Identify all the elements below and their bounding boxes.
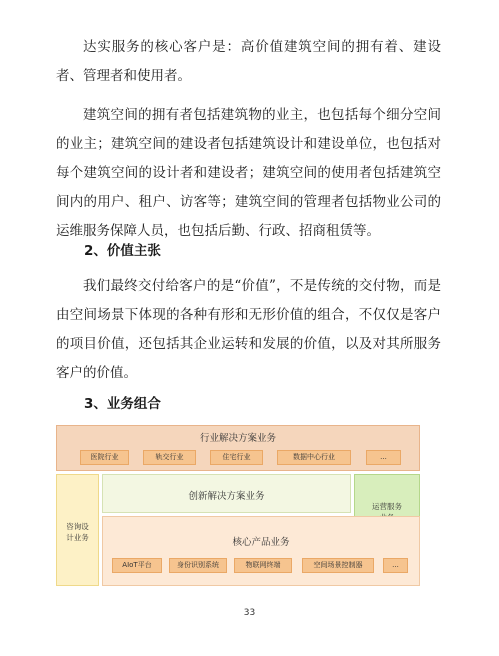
paragraph-value-proposition: 我们最终交付给客户的是“价值”，不是传统的交付物，而是由空间场景下体现的各种有形和无形价值的组合，不仅仅是客户的项目价值，还包括其企业运转和发展的价值，以及对其所服务客户的价值。: [56, 278, 441, 381]
industry-chip-datacenter: 数据中心行业: [277, 450, 351, 465]
consulting-design-label: 咨询设计业务: [66, 522, 89, 542]
core-chip-space-controller: 空间场景控制器: [302, 558, 374, 573]
heading-business-portfolio: 3、业务组合: [84, 396, 161, 412]
industry-solutions-title: 行业解决方案业务: [199, 433, 276, 444]
core-chip-aiot: AIoT平台: [112, 558, 162, 573]
industry-chip-hospital: 医院行业: [80, 450, 129, 465]
core-chip-identity: 身份识别系统: [169, 558, 227, 573]
industry-chip-more: ...: [366, 450, 401, 465]
core-chip-iot-terminal: 物联网终端: [234, 558, 292, 573]
core-products-title: 核心产品业务: [232, 537, 290, 548]
innovative-solutions-box: [102, 474, 351, 513]
operations-service-label: 运营服务: [372, 502, 402, 511]
industry-chip-residential: 住宅行业: [210, 450, 263, 465]
consulting-design-box: [56, 474, 99, 586]
industry-chip-rail: 轨交行业: [143, 450, 196, 465]
paragraph-core-customers: 达实服务的核心客户是：高价值建筑空间的拥有着、建设者、管理者和使用者。: [56, 39, 441, 84]
innovative-solutions-label: 创新解决方案业务: [188, 491, 265, 502]
core-chip-more: ...: [383, 558, 408, 573]
heading-value-proposition: 2、价值主张: [84, 243, 161, 259]
page-number: 33: [243, 608, 256, 618]
paragraph-customer-roles: 建筑空间的拥有者包括建筑物的业主，也包括每个细分空间的业主；建筑空间的建设者包括建筑设计和建设单位，也包括对每个建筑空间的设计者和建设者；建筑空间的使用者包括建筑空间内的用户、租户、访客等；建筑空间的管理者包括物业公司的运维服务保障人员，也包括后勤、行政、招商租赁等。: [56, 107, 441, 239]
core-products-box: [102, 516, 420, 586]
industry-solutions-box: [56, 425, 420, 471]
